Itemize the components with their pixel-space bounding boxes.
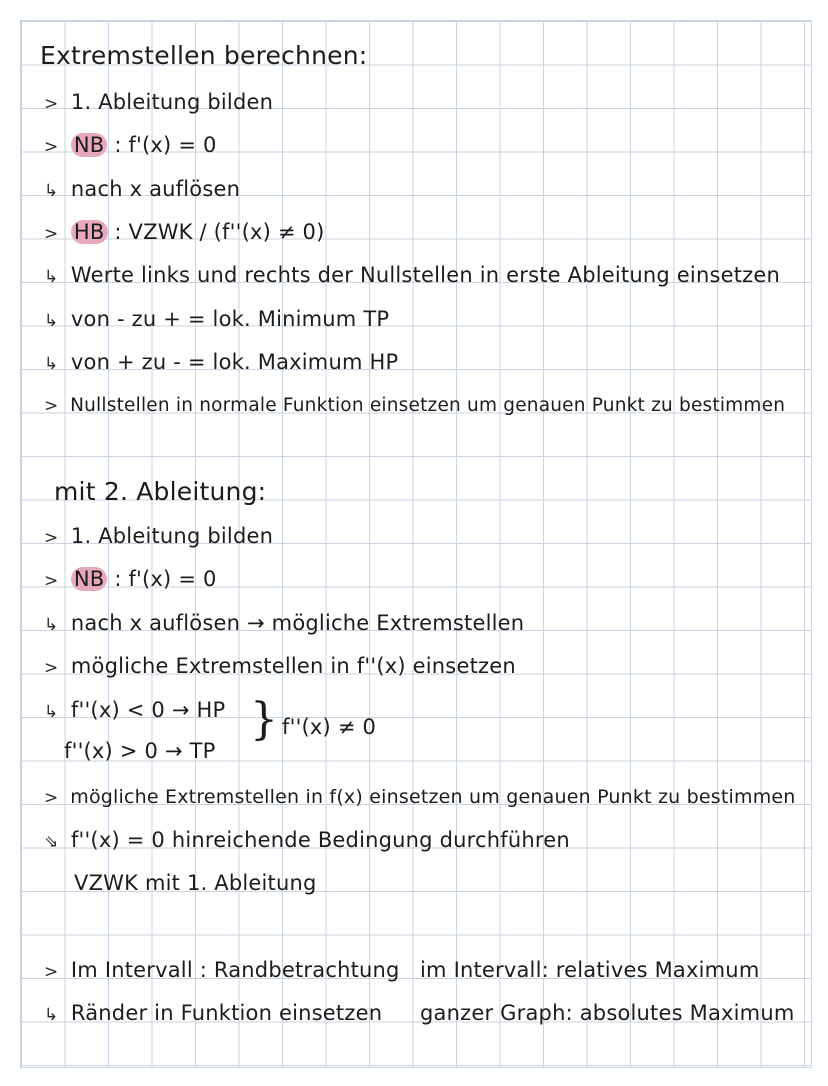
curly-brace: }	[250, 694, 278, 745]
arrow-marker: ↳	[44, 702, 59, 722]
note-line: f''(x) > 0 → TP	[64, 739, 216, 763]
bullet-marker: >	[44, 658, 59, 678]
note-line-right: im Intervall: relatives Maximum	[420, 958, 760, 982]
bullet-marker: >	[44, 528, 59, 548]
note-line: ↳ nach x auflösen → mögliche Extremstellen	[44, 609, 524, 639]
highlight-nb: NB	[71, 133, 108, 157]
bullet-marker: >	[44, 137, 59, 157]
note-line: > Nullstellen in normale Funktion einsetzen um genauen Punkt zu bestimmen	[44, 392, 785, 420]
arrow-marker: ↳	[44, 181, 59, 201]
bullet-marker: >	[44, 788, 59, 808]
note-line: ↳ von - zu + = lok. Minimum TP	[44, 305, 389, 335]
condition-text: f''(x) ≠ 0	[282, 715, 377, 739]
arrow-marker: ↳	[44, 311, 59, 331]
arrow-marker: ↳	[44, 615, 59, 635]
note-line: ↳ Werte links und rechts der Nullstellen in erste Ableitung einsetzen	[44, 261, 780, 291]
bullet-marker: >	[44, 94, 59, 114]
note-line-right: ganzer Graph: absolutes Maximum	[420, 1001, 795, 1025]
double-arrow-marker: ⇘	[44, 832, 59, 852]
section-title-extremstellen: Extremstellen berechnen:	[40, 41, 368, 70]
arrow-marker: ↳	[44, 267, 59, 287]
note-line-nb: > NB : f'(x) = 0	[44, 565, 217, 595]
arrow-marker: ↳	[44, 1005, 59, 1025]
section-title-zweite-ableitung: mit 2. Ableitung:	[54, 477, 267, 506]
note-line: VZWK mit 1. Ableitung	[74, 871, 317, 895]
arrow-marker: ↳	[44, 354, 59, 374]
note-line: ↳ Ränder in Funktion einsetzen	[44, 999, 382, 1029]
note-line: > 1. Ableitung bilden	[44, 88, 273, 118]
note-line-hb: > HB : VZWK / (f''(x) ≠ 0)	[44, 218, 325, 248]
highlight-hb: HB	[71, 220, 108, 244]
bullet-marker: >	[44, 962, 59, 982]
bullet-marker: >	[44, 224, 59, 244]
note-line-nb: > NB : f'(x) = 0	[44, 131, 217, 161]
highlight-nb: NB	[71, 567, 108, 591]
bullet-marker: >	[44, 396, 59, 416]
note-line: > Im Intervall : Randbetrachtung	[44, 956, 400, 986]
note-line: > 1. Ableitung bilden	[44, 522, 273, 552]
note-line: > mögliche Extremstellen in f(x) einsetzen um genauen Punkt zu bestimmen	[44, 783, 796, 812]
bullet-marker: >	[44, 571, 59, 591]
note-line: > mögliche Extremstellen in f''(x) einsetzen	[44, 652, 516, 682]
note-line: ⇘ f''(x) = 0 hinreichende Bedingung durchführen	[44, 826, 570, 856]
note-line: ↳ von + zu - = lok. Maximum HP	[44, 348, 398, 378]
note-line: ↳ f''(x) < 0 → HP	[44, 696, 225, 726]
note-line: ↳ nach x auflösen	[44, 175, 240, 205]
